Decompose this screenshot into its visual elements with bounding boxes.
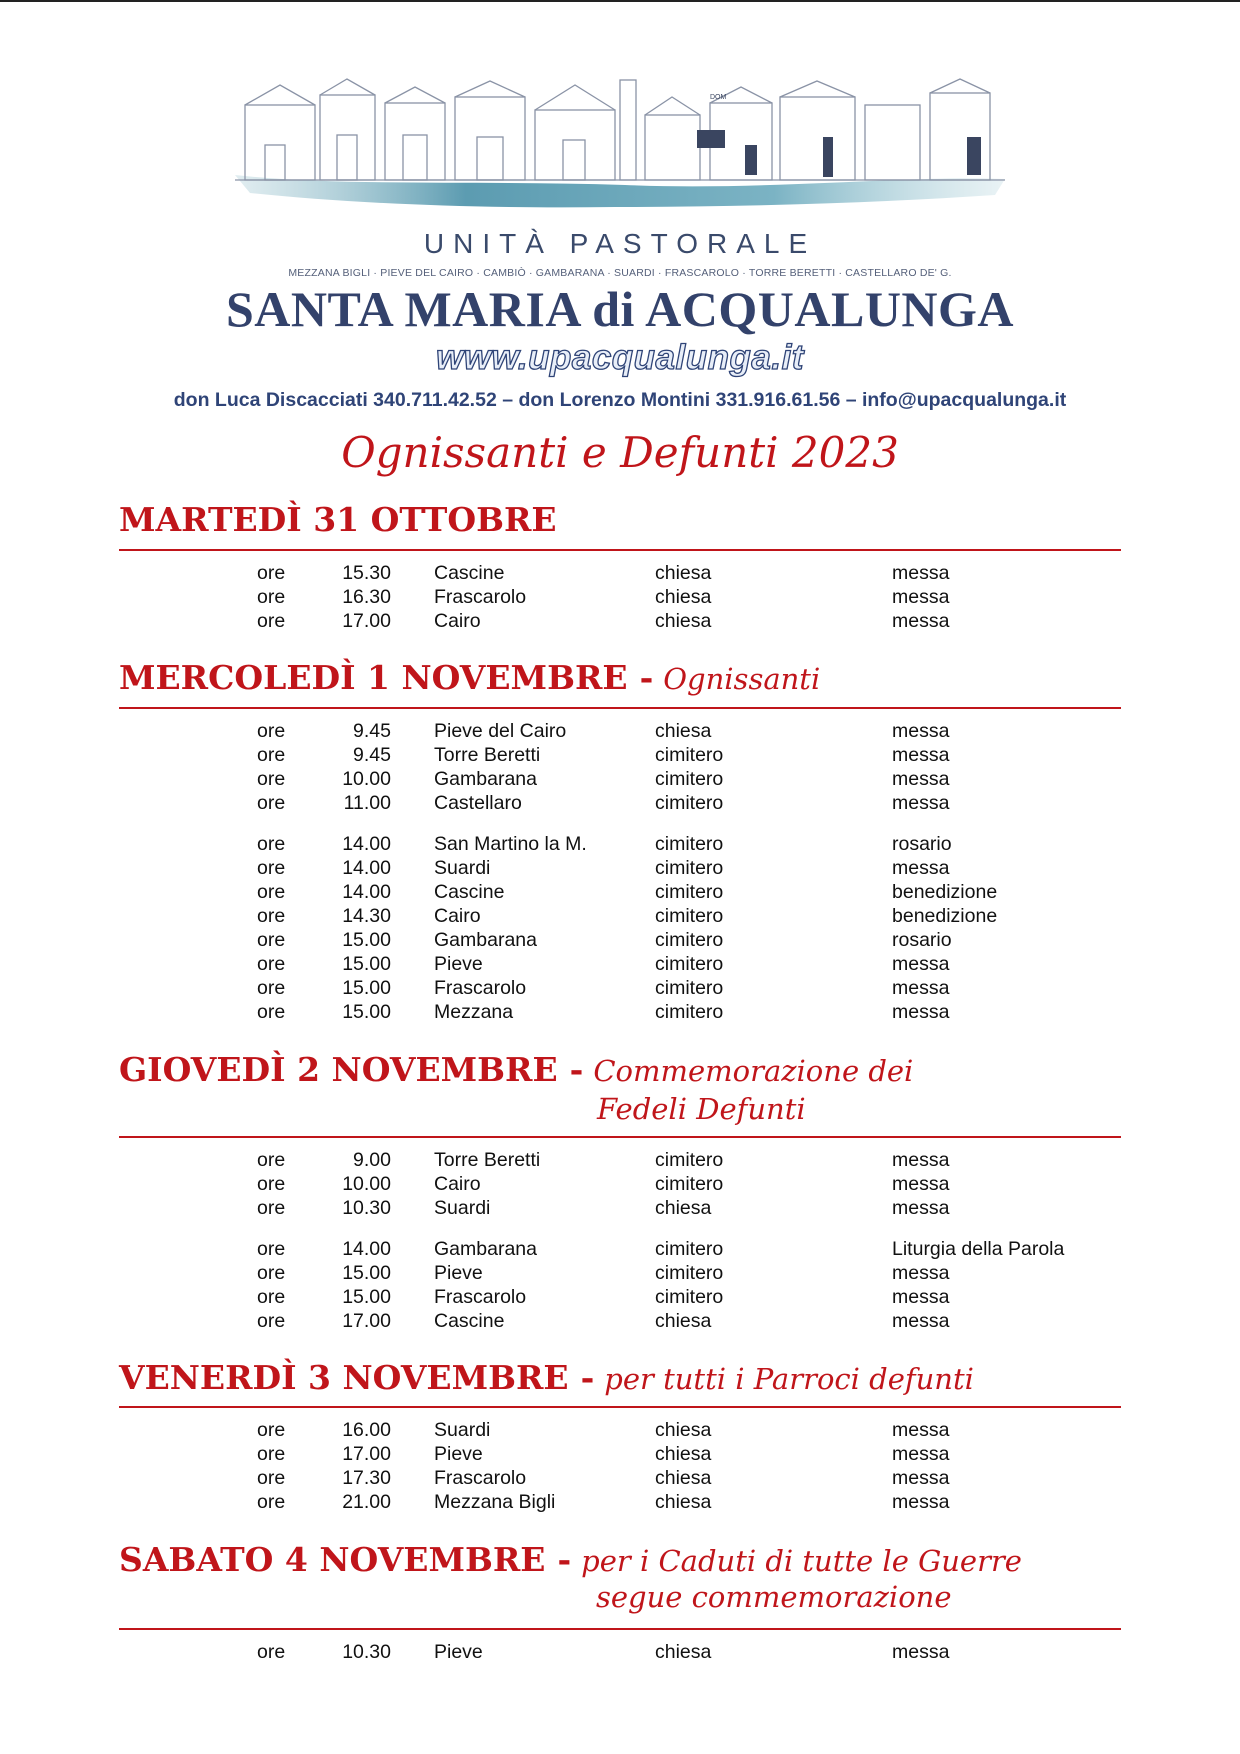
cell-time: 10.30 [342,1197,391,1219]
cell-place: Torre Beretti [434,1149,541,1171]
cell-ore: ore [257,1238,286,1260]
cell-where: cimitero [655,857,724,879]
cell-place: Pieve [434,1641,483,1663]
cell-where: cimitero [655,905,724,927]
cell-type: messa [892,977,950,999]
cell-time: 15.00 [342,977,391,999]
cell-where: cimitero [655,881,724,903]
day-section [119,1050,1121,1332]
cell-place: Suardi [434,1419,491,1441]
cell-where: cimitero [655,1173,724,1195]
section-divider [119,1628,1121,1630]
schedule-row [119,1286,1121,1310]
cell-where: cimitero [655,953,724,975]
cell-type: messa [892,1641,950,1663]
day-section [119,658,1121,1023]
day-section [119,500,1121,632]
cell-where: cimitero [655,744,724,766]
cell-time: 14.00 [342,833,391,855]
cell-time: 15.00 [342,953,391,975]
cell-time: 9.45 [353,744,391,766]
schedule-row [119,1149,1121,1173]
page-title: Ognissanti e Defunti 2023 [341,428,899,477]
cell-type: messa [892,857,950,879]
cell-place: Mezzana Bigli [434,1491,556,1513]
cell-time: 9.00 [353,1149,391,1171]
cell-where: cimitero [655,1286,724,1308]
cell-where: cimitero [655,929,724,951]
cell-where: chiesa [655,1467,712,1489]
cell-ore: ore [257,881,286,903]
cell-time: 17.00 [342,1310,391,1332]
cell-type: messa [892,720,950,742]
cell-type: rosario [892,929,952,951]
cell-type: messa [892,1419,950,1441]
cell-ore: ore [257,1001,286,1023]
contacts-line: don Luca Discacciati 340.711.42.52 – don Lorenzo Montini 331.916.61.56 – info@upacqualunga.it [173,389,1067,411]
schedule-row [119,1197,1121,1221]
cell-place: Pieve [434,1443,483,1465]
day-label: SABATO 4 NOVEMBRE [119,1540,546,1579]
cell-type: messa [892,1443,950,1465]
cell-ore: ore [257,1286,286,1308]
cell-place: Suardi [434,1197,491,1219]
cell-ore: ore [257,1467,286,1489]
cell-time: 15.00 [342,1262,391,1284]
schedule-row [119,833,1121,857]
schedule-row [119,744,1121,768]
schedule-row [119,1443,1121,1467]
cell-ore: ore [257,1491,286,1513]
cell-type: messa [892,1197,950,1219]
cell-place: Pieve del Cairo [434,720,567,742]
cell-place: San Martino la M. [434,833,587,855]
cell-where: chiesa [655,1310,712,1332]
cell-ore: ore [257,1197,286,1219]
cell-where: chiesa [655,562,712,584]
cell-time: 14.00 [342,857,391,879]
cell-type: messa [892,1149,950,1171]
schedule-row [119,1419,1121,1443]
cell-ore: ore [257,720,286,742]
cell-time: 14.00 [342,1238,391,1260]
schedule-row [119,768,1121,792]
schedule-row [119,929,1121,953]
cell-where: cimitero [655,833,724,855]
logo-sign-text: DOM [710,94,727,101]
cell-place: Pieve [434,953,483,975]
schedule-row [119,1491,1121,1515]
cell-where: chiesa [655,720,712,742]
cell-type: messa [892,1310,950,1332]
cell-ore: ore [257,1419,286,1441]
cell-time: 10.30 [342,1641,391,1663]
cell-ore: ore [257,1262,286,1284]
cell-where: chiesa [655,1491,712,1513]
heading-dash: - [580,1358,595,1397]
cell-place: Frascarolo [434,586,527,608]
day-subtitle-line2: Fedeli Defunti [597,1092,806,1126]
cell-place: Pieve [434,1262,483,1284]
cell-time: 21.00 [342,1491,391,1513]
cell-place: Mezzana [434,1001,514,1023]
heading-dash: - [569,1050,584,1089]
day-heading [119,1540,1121,1579]
cell-where: cimitero [655,768,724,790]
cell-type: benedizione [892,905,998,927]
churches-skyline-logo [225,75,1015,215]
cell-type: messa [892,1001,950,1023]
top-border [0,0,1240,2]
cell-time: 9.45 [353,720,391,742]
day-subtitle: per i Caduti di tutte le Guerre [581,1544,1022,1578]
day-subtitle: Commemorazione dei [593,1054,914,1088]
day-label: VENERDÌ 3 NOVEMBRE [119,1358,569,1397]
cell-type: benedizione [892,881,998,903]
cell-time: 10.00 [342,768,391,790]
cell-ore: ore [257,1149,286,1171]
cell-place: Gambarana [434,1238,537,1260]
cell-time: 17.00 [342,610,391,632]
section-divider [119,549,1121,551]
cell-type: messa [892,1262,950,1284]
cell-time: 15.00 [342,1286,391,1308]
cell-place: Cascine [434,881,505,903]
schedule-row [119,1262,1121,1286]
cell-type: messa [892,953,950,975]
cell-time: 11.00 [343,792,391,814]
cell-type: messa [892,744,950,766]
schedule-row [119,953,1121,977]
day-section [119,1540,1121,1663]
section-divider [119,1136,1121,1138]
cell-ore: ore [257,562,286,584]
cell-place: Cairo [434,905,481,927]
cell-time: 14.00 [342,881,391,903]
cell-type: messa [892,1467,950,1489]
cell-place: Cairo [434,1173,481,1195]
cell-time: 15.00 [342,929,391,951]
cell-type: messa [892,562,950,584]
cell-type: messa [892,1173,950,1195]
cell-ore: ore [257,977,286,999]
day-label: MERCOLEDÌ 1 NOVEMBRE [119,658,628,697]
day-subtitle: per tutti i Parroci defunti [604,1362,974,1396]
day-subtitle-line2: segue commemorazione [596,1580,952,1614]
schedule-row [119,610,1121,634]
cell-time: 15.00 [342,1001,391,1023]
cell-type: rosario [892,833,952,855]
cell-ore: ore [257,929,286,951]
schedule-row [119,977,1121,1001]
day-heading [119,1050,1121,1089]
cell-place: Gambarana [434,768,537,790]
cell-place: Torre Beretti [434,744,541,766]
cell-time: 16.00 [342,1419,391,1441]
schedule-row [119,1641,1121,1665]
cell-type: messa [892,792,950,814]
cell-ore: ore [257,1310,286,1332]
cell-time: 16.30 [342,586,391,608]
day-section [119,1358,1121,1513]
day-heading [119,500,1121,539]
heading-dash: - [557,1540,572,1579]
cell-where: cimitero [655,792,724,814]
cell-type: Liturgia della Parola [892,1238,1065,1260]
schedule-row [119,792,1121,816]
cell-ore: ore [257,905,286,927]
schedule-row [119,1173,1121,1197]
cell-ore: ore [257,1443,286,1465]
cell-type: messa [892,768,950,790]
cell-place: Cascine [434,1310,505,1332]
cell-ore: ore [257,833,286,855]
day-subtitle: Ognissanti [663,662,821,696]
cell-where: cimitero [655,1149,724,1171]
cell-time: 14.30 [342,905,391,927]
schedule-row [119,562,1121,586]
day-label: MARTEDÌ 31 OTTOBRE [119,500,557,539]
cell-ore: ore [257,792,286,814]
cell-type: messa [892,1491,950,1513]
cell-where: chiesa [655,1641,712,1663]
day-heading [119,1358,1121,1397]
day-label: GIOVEDÌ 2 NOVEMBRE [119,1050,558,1089]
cell-ore: ore [257,744,286,766]
cell-ore: ore [257,768,286,790]
towns-list: MEZZANA BIGLI · PIEVE DEL CAIRO · CAMBIÒ · GAMBARANA · SUARDI · FRASCAROLO · TORRE BERETTI · CASTELLARO DE' G. [288,267,952,279]
cell-ore: ore [257,1641,286,1663]
cell-time: 15.30 [342,562,391,584]
cell-where: chiesa [655,1419,712,1441]
schedule-row [119,586,1121,610]
cell-place: Cairo [434,610,481,632]
schedule-row [119,881,1121,905]
cell-place: Frascarolo [434,977,527,999]
cell-place: Cascine [434,562,505,584]
unit-title: UNITÀ PASTORALE [423,228,817,259]
cell-type: messa [892,586,950,608]
cell-ore: ore [257,586,286,608]
schedule-row [119,1001,1121,1025]
heading-dash: - [639,658,654,697]
cell-ore: ore [257,953,286,975]
cell-ore: ore [257,610,286,632]
cell-time: 17.30 [342,1467,391,1489]
schedule-row [119,857,1121,881]
schedule-row [119,1238,1121,1262]
cell-where: chiesa [655,1197,712,1219]
cell-type: messa [892,1286,950,1308]
cell-place: Suardi [434,857,491,879]
schedule-row [119,1467,1121,1491]
schedule-row [119,905,1121,929]
cell-time: 10.00 [342,1173,391,1195]
cell-ore: ore [257,857,286,879]
section-divider [119,707,1121,709]
cell-place: Frascarolo [434,1467,527,1489]
cell-type: messa [892,610,950,632]
cell-where: chiesa [655,1443,712,1465]
cell-place: Frascarolo [434,1286,527,1308]
cell-where: cimitero [655,1262,724,1284]
cell-time: 17.00 [342,1443,391,1465]
cell-where: cimitero [655,1001,724,1023]
cell-ore: ore [257,1173,286,1195]
schedule-row [119,720,1121,744]
cell-place: Castellaro [434,792,522,814]
parish-name: SANTA MARIA di ACQUALUNGA [225,281,1015,337]
cell-where: cimitero [655,977,724,999]
website-link[interactable]: www.upacqualunga.it [436,338,804,377]
section-divider [119,1406,1121,1408]
cell-where: chiesa [655,610,712,632]
day-heading [119,658,1121,697]
schedule-row [119,1310,1121,1334]
cell-place: Gambarana [434,929,537,951]
cell-where: chiesa [655,586,712,608]
cell-where: cimitero [655,1238,724,1260]
